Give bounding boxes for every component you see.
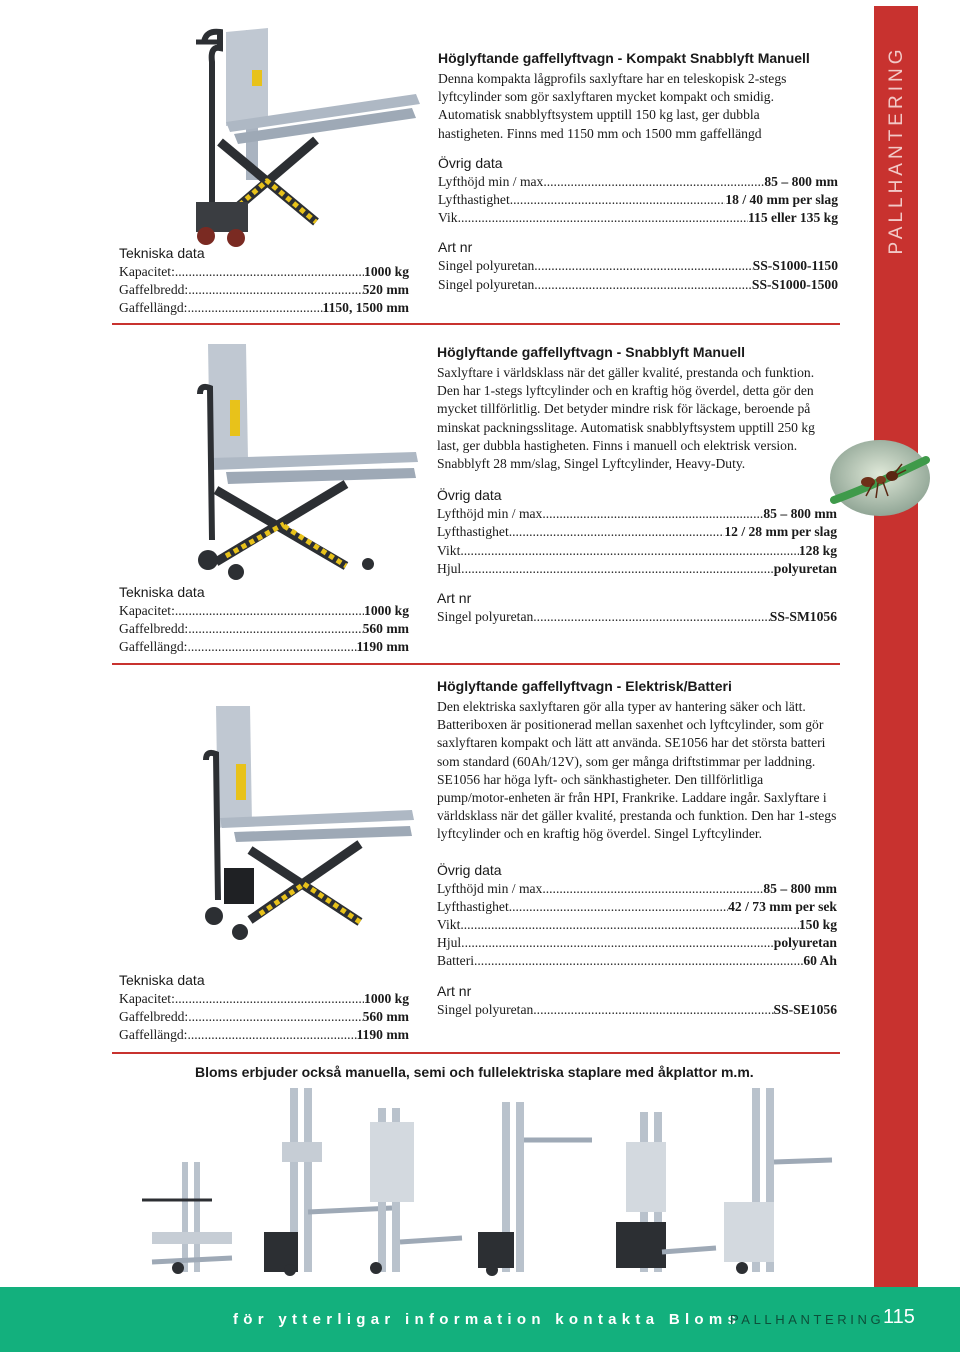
artnr-heading: Art nr (437, 982, 472, 999)
stacker-image (142, 1162, 232, 1274)
tech-title: Tekniska data (119, 584, 205, 600)
spec-row: Hjul ..... polyuretan (437, 934, 837, 952)
product-title: Höglyftande gaffellyftvagn - Snabblyft Manuell (437, 344, 746, 360)
product-description: Den elektriska saxlyftaren gör alla typer av hantering säker och lätt. Batteriboxen är positionerad mellan saxenhet och lyftcylinder, som gör saxlyftaren kompakt och lätt att använda. SE1056 har det största batteri som standard (60Ah/12V), som ger många driftstimmar per laddning. SE1056 har höga lyft- och sänkhastigheter. Den tillförlitliga pump/motor-enheten är från HPI, Frankrike. Laddare ingår. Saxlyftare i världsklass när det gäller kvalité, prestanda och funktion. Den har 1-stegs lyftcylinder och en kraftig hög överdel. Singel Lyftcylinder. (437, 699, 837, 842)
spec-row: Hjul ..... polyuretan (437, 560, 837, 578)
ovrig-heading: Övrig data (437, 487, 502, 504)
spec-row: Vik ..... 115 eller 135 kg (438, 209, 838, 227)
product-description: Denna kompakta lågprofils saxlyftare har en teleskopisk 2-stegs lyftcylinder som gör saxlyftaren mycket kompakt och smidig. Automatisk snabblyftsystem upptill 150 kg last, ger dubbla hastigheten. Finns med 1150 mm och 1500 mm gaffellängd (438, 71, 787, 141)
tech-row: Gaffelbredd: ..... 520 mm (119, 281, 409, 299)
tech-row: Gaffellängd: ..... 1190 mm (119, 1026, 409, 1044)
stacker-lineup-image (112, 1082, 872, 1282)
product-description: Saxlyftare i världsklass när det gäller kvalité, prestanda och funktion. Den har 1-stegs lyftcylinder och en kraftig hög överdel, detta gör den mycket tillförlitlig. Det betyder mindre risk för läckage, beroende på minskat packningsslitage. Automatisk snabblyftsystem upptill 250 kg last, ger dubbla hastigheten. Finns i manuell och elektrisk version. (437, 365, 815, 453)
spec-row: Lyfthastighet ..... 42 / 73 mm per sek (437, 898, 837, 916)
ovrig-heading: Övrig data (438, 154, 503, 171)
spec-row: Vikt ..... 150 kg (437, 916, 837, 934)
footer-contact: för ytterligar information kontakta Bloms (233, 1311, 742, 1328)
tech-title: Tekniska data (119, 972, 205, 988)
section-divider (112, 663, 840, 665)
product-compact (438, 50, 838, 294)
tech-data-manual (119, 584, 409, 601)
tech-row: Gaffellängd: ..... 1190 mm (119, 638, 409, 656)
ovrig-heading: Övrig data (437, 861, 502, 878)
artnr-heading: Art nr (438, 239, 473, 256)
tech-rows-electric (119, 990, 409, 1045)
tech-rows-compact (119, 263, 409, 318)
product-title: Höglyftande gaffellyftvagn - Kompakt Snabblyft Manuell (438, 50, 810, 66)
scissor-lift-image-electric (190, 700, 416, 945)
tech-row: Kapacitet: ..... 1000 kg (119, 990, 409, 1008)
section-divider (112, 1052, 840, 1054)
artnr-row: Singel polyuretan ..... SS-SM1056 (437, 608, 837, 626)
scissor-lift-image-compact (176, 22, 420, 254)
footer-section-label: PALLHANTERING (730, 1312, 885, 1327)
tech-rows-manual (119, 602, 409, 657)
artnr-row: Singel polyuretan ..... SS-S1000-1150 (438, 257, 838, 275)
artnr-heading: Art nr (437, 590, 472, 607)
artnr-row: Singel polyuretan ..... SS-SE1056 (437, 1001, 837, 1019)
stacker-image (478, 1102, 592, 1276)
stacker-image (616, 1112, 716, 1272)
spec-row: Lyfthöjd min / max ..... 85 – 800 mm (438, 173, 838, 191)
tech-data-compact (119, 245, 409, 262)
product-manual (437, 344, 837, 626)
stacker-image (370, 1108, 462, 1274)
tech-row: Gaffelbredd: ..... 560 mm (119, 1008, 409, 1026)
spec-row: Batteri ..... 60 Ah (437, 952, 837, 970)
tech-row: Gaffellängd: ..... 1150, 1500 mm (119, 299, 409, 317)
product-electric (437, 678, 837, 1019)
product-features: Snabblyft 28 mm/slag, Singel Lyftcylinder, Heavy-Duty. (437, 456, 746, 472)
spec-row: Lyfthastighet ..... 18 / 40 mm per slag (438, 191, 838, 209)
product-title: Höglyftande gaffellyftvagn - Elektrisk/Batteri (437, 678, 732, 694)
stacker-image (724, 1088, 832, 1274)
ant-photo (828, 438, 932, 518)
section-divider (112, 323, 840, 325)
page-number: 115 (883, 1306, 915, 1328)
section-label: PALLHANTERING (886, 45, 907, 255)
spec-row: Lyfthöjd min / max ..... 85 – 800 mm (437, 505, 837, 523)
artnr-row: Singel polyuretan ..... SS-S1000-1500 (438, 276, 838, 294)
stacker-banner: Bloms erbjuder också manuella, semi och fullelektriska staplare med åkplattor m.m. (195, 1064, 754, 1080)
scissor-lift-image-manual (186, 340, 420, 585)
spec-row: Lyfthöjd min / max ..... 85 – 800 mm (437, 880, 837, 898)
spec-row: Vikt ..... 128 kg (437, 542, 837, 560)
tech-row: Kapacitet: ..... 1000 kg (119, 263, 409, 281)
tech-title: Tekniska data (119, 245, 205, 261)
tech-data-electric (119, 972, 409, 989)
spec-row: Lyfthastighet ..... 12 / 28 mm per slag (437, 523, 837, 541)
tech-row: Gaffelbredd: ..... 560 mm (119, 620, 409, 638)
tech-row: Kapacitet: ..... 1000 kg (119, 602, 409, 620)
